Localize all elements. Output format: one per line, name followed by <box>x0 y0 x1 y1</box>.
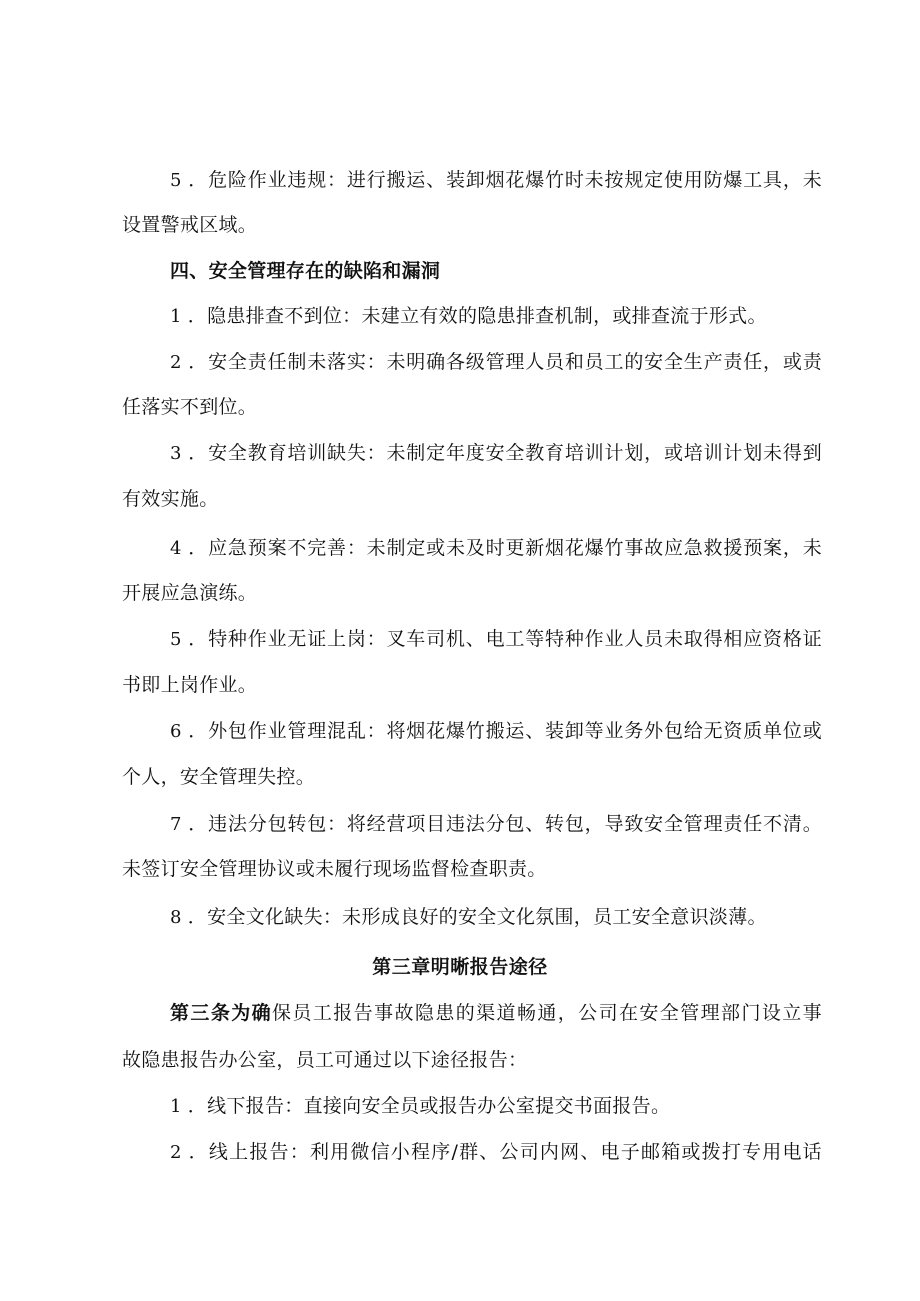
line-text: ．安全教育培训缺失：未制定年度安全教育培训计划，或培训计划未得到 <box>187 442 822 464</box>
line-text: ．违法分包转包：将经营项目违法分包、转包，导致安全管理责任不清。 <box>187 813 822 835</box>
item-number: 2 <box>170 1142 182 1163</box>
item-number: 2 <box>170 352 182 373</box>
line-text: 个人，安全管理失控。 <box>122 766 316 788</box>
paragraph-line <box>122 857 822 881</box>
paragraph-line <box>170 1001 822 1025</box>
line-text: ．安全文化缺失：未形成良好的安全文化氛围，员工安全意识淡薄。 <box>187 906 767 928</box>
line-text: ．安全责任制未落实：未明确各级管理人员和员工的安全生产责任，或责 <box>187 351 822 373</box>
item-number: 8 <box>170 907 182 928</box>
line-text: 保员工报告事故隐患的渠道畅通，公司在安全管理部门设立事 <box>272 1002 822 1024</box>
item-number: 6 <box>170 721 182 742</box>
paragraph-line <box>170 350 822 375</box>
line-text: ．线下报告：直接向安全员或报告办公室提交书面报告。 <box>187 1095 671 1117</box>
line-text: 未签订安全管理协议或未履行现场监督检查职责。 <box>122 858 547 880</box>
item-number: 5 <box>170 170 182 191</box>
paragraph-line <box>170 905 822 930</box>
item-number: 1 <box>170 1096 182 1117</box>
line-text: 开展应急演练。 <box>122 582 258 604</box>
line-text: 设置警戒区域。 <box>122 214 258 236</box>
paragraph-line <box>122 673 822 697</box>
item-number: 1 <box>170 306 182 327</box>
paragraph-line <box>122 213 822 237</box>
paragraph-line <box>122 1048 822 1072</box>
item-number: 3 <box>170 443 182 464</box>
paragraph-line <box>170 719 822 744</box>
line-text: 故隐患报告办公室，员工可通过以下途径报告： <box>122 1049 528 1071</box>
paragraph-line <box>170 304 822 329</box>
line-text: ．线上报告：利用微信小程序/群、公司内网、电子邮箱或拨打专用电话 <box>187 1141 822 1163</box>
line-text: ．隐患排查不到位：未建立有效的隐患排查机制，或排查流于形式。 <box>187 305 767 327</box>
paragraph-line <box>170 1094 822 1119</box>
line-text: 书即上岗作业。 <box>122 674 258 696</box>
section-heading: 四、安全管理存在的缺陷和漏洞 <box>170 260 441 282</box>
item-number: 5 <box>170 629 182 650</box>
item-number: 7 <box>170 814 182 835</box>
paragraph-line <box>170 536 822 561</box>
paragraph-line <box>122 395 822 419</box>
paragraph-line <box>170 1140 822 1165</box>
article-label: 第三条为确 <box>170 1002 273 1024</box>
line-text: ．特种作业无证上岗：叉车司机、电工等特种作业人员未取得相应资格证 <box>187 628 822 650</box>
line-text: ．外包作业管理混乱：将烟花爆竹搬运、装卸等业务外包给无资质单位或 <box>187 720 822 742</box>
paragraph-line <box>122 581 822 605</box>
paragraph-line <box>170 168 822 193</box>
line-text: ．危险作业违规：进行搬运、装卸烟花爆竹时未按规定使用防爆工具，未 <box>187 169 822 191</box>
line-text: ．应急预案不完善：未制定或未及时更新烟花爆竹事故应急救援预案，未 <box>187 537 822 559</box>
item-number: 4 <box>170 538 182 559</box>
paragraph-line <box>122 765 822 789</box>
paragraph-line <box>122 487 822 511</box>
paragraph-line <box>170 627 822 652</box>
line-text: 有效实施。 <box>122 488 219 510</box>
paragraph-line <box>170 441 822 466</box>
chapter-title: 第三章明晰报告途径 <box>372 956 548 978</box>
paragraph-line <box>170 812 822 837</box>
line-text: 任落实不到位。 <box>122 396 258 418</box>
